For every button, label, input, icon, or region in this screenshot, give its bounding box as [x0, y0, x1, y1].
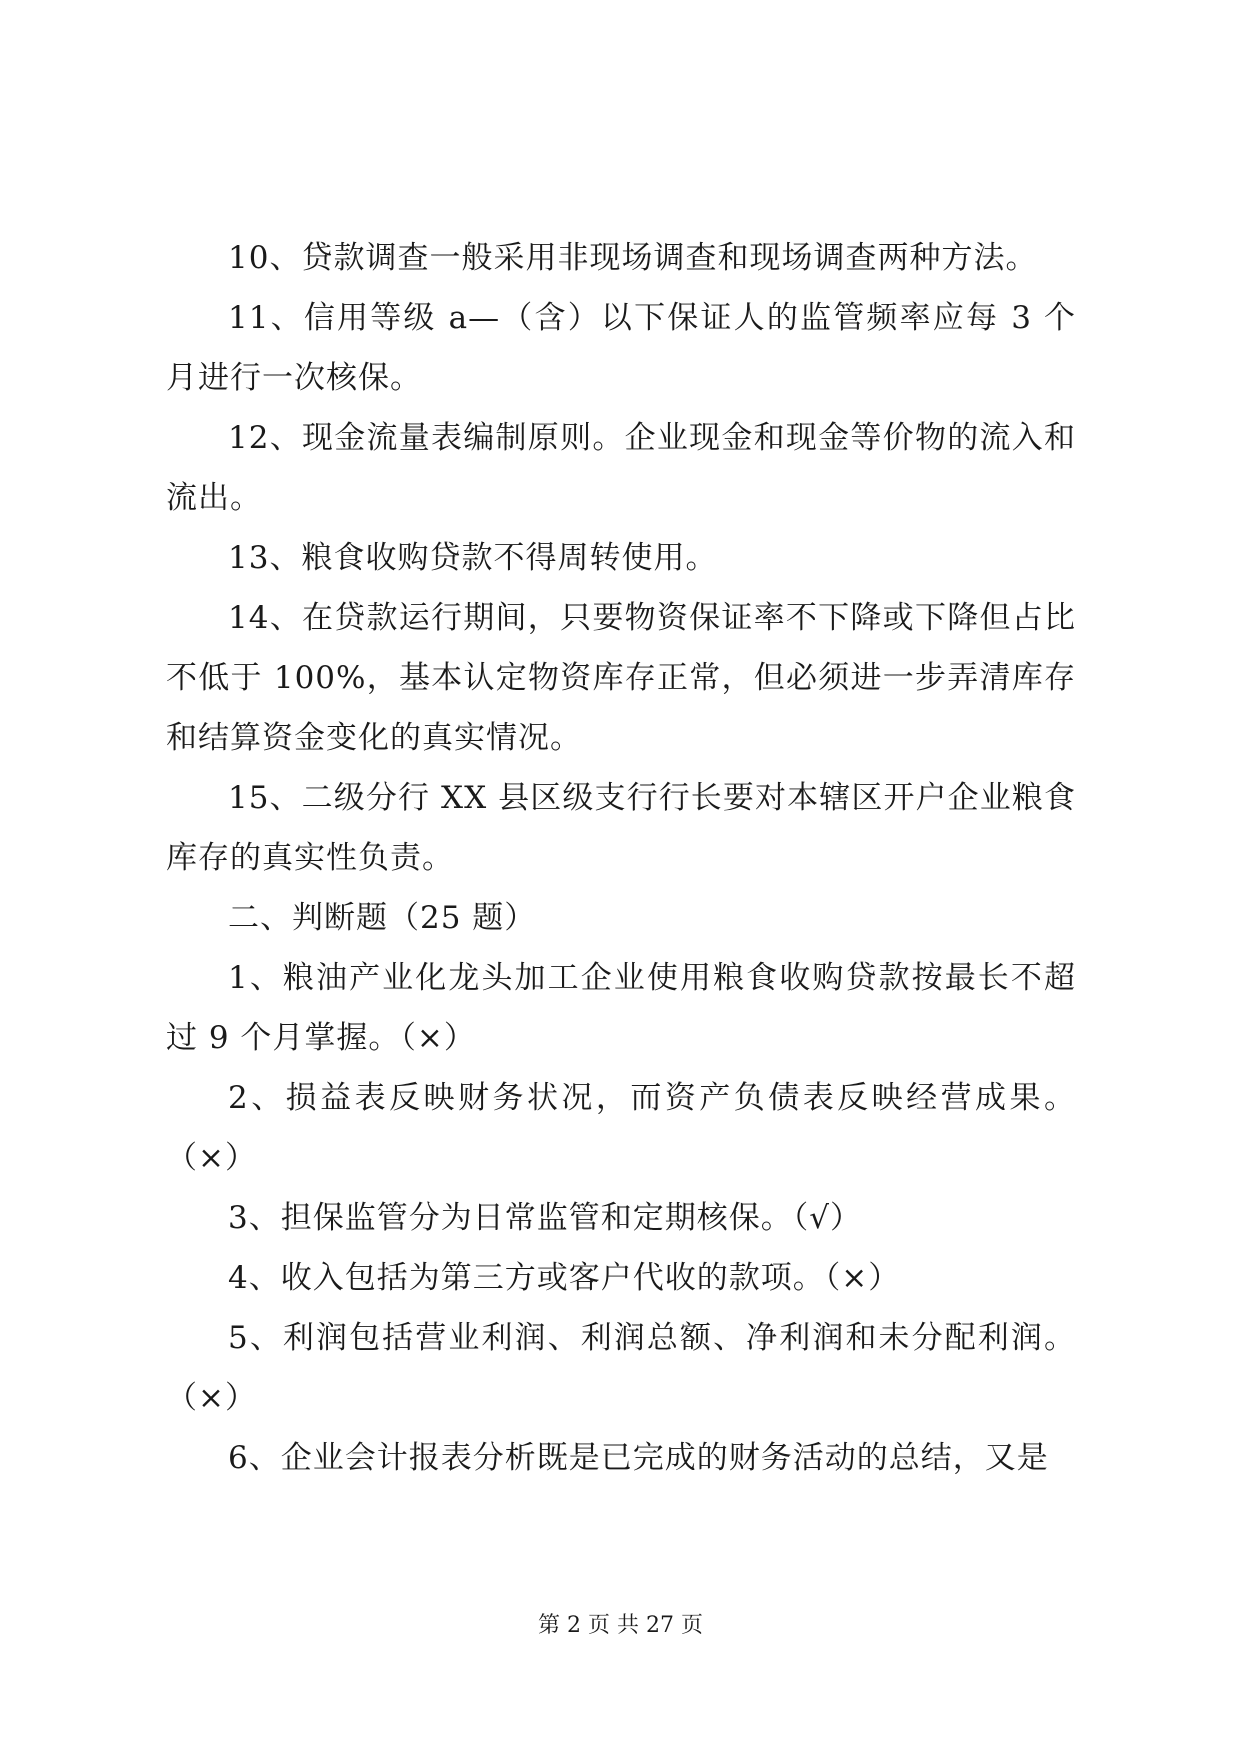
- paragraph-q12: 12、现金流量表编制原则。企业现金和现金等价物的流入和流出。: [166, 420, 1076, 516]
- paragraph-q13: 13、粮食收购贷款不得周转使用。: [228, 540, 718, 576]
- paragraph-judgement-3: 3、担保监管分为日常监管和定期核保。（√）: [228, 1200, 862, 1236]
- document-body: [166, 228, 1076, 1488]
- paragraph-q10: 10、贷款调查一般采用非现场调查和现场调查两种方法。: [228, 240, 1038, 276]
- paragraph-judgement-1: 1、粮油产业化龙头加工企业使用粮食收购贷款按最长不超过 9 个月掌握。（×）: [166, 960, 1076, 1056]
- paragraph-judgement-6: 6、企业会计报表分析既是已完成的财务活动的总结，又是: [228, 1440, 1049, 1476]
- paragraph-judgement-5: 5、利润包括营业利润、利润总额、净利润和未分配利润。（×）: [166, 1320, 1076, 1416]
- paragraph-q11: 11、信用等级 a—（含）以下保证人的监管频率应每 3 个月进行一次核保。: [166, 300, 1076, 396]
- paragraph-judgement-4: 4、收入包括为第三方或客户代收的款项。（×）: [228, 1260, 901, 1296]
- page-number-footer: 第 2 页 共 27 页: [538, 1613, 703, 1638]
- paragraph-judgement-2: 2、损益表反映财务状况，而资产负债表反映经营成果。（×）: [166, 1080, 1076, 1176]
- section-heading-judgement: 二、判断题（25 题）: [228, 900, 537, 936]
- paragraph-q14: 14、在贷款运行期间，只要物资保证率不下降或下降但占比不低于 100%，基本认定物资库存正常，但必须进一步弄清库存和结算资金变化的真实情况。: [166, 600, 1076, 756]
- paragraph-q15: 15、二级分行 XX 县区级支行行长要对本辖区开户企业粮食库存的真实性负责。: [166, 780, 1076, 876]
